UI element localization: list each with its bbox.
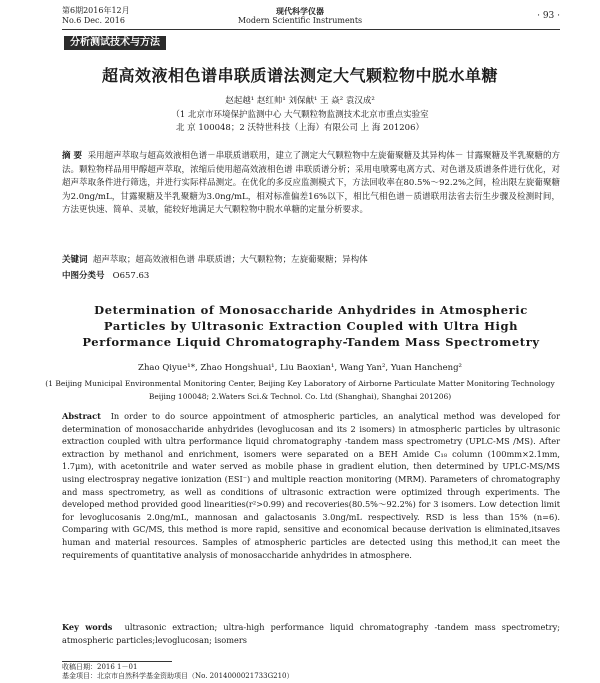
issue-cn: 第6期2016年12月	[62, 6, 130, 15]
affiliation-en-line2: Beijing 100048; 2.Waters Sci.& Technol. Co. Ltd (Shanghai), Shanghai 201206)	[148, 392, 452, 401]
section-label: 分析测试技术与方法	[64, 36, 166, 50]
abstract-en-text: In order to do source appointment of atmospheric particles, an analytical method was developed for determination of monosaccharide anhydrides (levoglucosan and its 2 isomers) in atmospheric particles by ultrasonic extraction coupled with ultra performance liquid chromatography -tandem mass spectrometry (UPLC-MS /MS). After extraction by methanol and enrichment, isomers were separated on a BEH Amide C₁₈ column (100mm×2.1mm, 1.7μm), with acetonitrile and water served as mobile phase in gradient elution, then determined by UPLC-MS/MS using electrospray negative ionization (ESI⁻) and multiple reaction monitoring (MRM). Parameters of chromatography and mass spectrometry, as well as conditions of ultrasonic extraction were optimized through experiments. The developed method provided good linearities(r²>0.99) and recoveries(80.5%～92.2%) for 3 isomers. Low detection limit for levoglucosanis 2.0ng/mL, mannosan and galactosanis 3.0ng/mL respectively. RSD is less than 15% (n=6). Comparing with GC/MS, this method is more rapid, sensitive and economical because derivation is eliminated,itsaves human and material resources. Samples of atmospheric particles are detected using this method,it can meet the requirements of quantitative analysis of monosaccharide anhydrides in atmosphere.	[62, 411, 560, 560]
keywords-cn	[62, 254, 560, 268]
abstract-cn-label: 摘 要	[62, 151, 83, 161]
affiliation-cn-line2: 北 京 100048；2 沃特世科技（上海）有限公司 上 海 201206）	[175, 123, 425, 133]
authors-en: Zhao Qiyue¹*, Zhao Hongshuai¹, Liu Baoxian¹, Wang Yan², Yuan Hancheng²	[138, 363, 462, 373]
abstract-en-label: Abstract	[62, 411, 101, 421]
affiliation-cn-line1: （1 北京市环境保护监测中心 大气颗粒物监测技术北京市重点实验室	[171, 110, 429, 120]
issue-en: No.6 Dec. 2016	[62, 16, 125, 25]
clc-cn-text: O657.63	[112, 271, 150, 281]
footnote-rule	[62, 661, 172, 662]
affiliation-en-line1: (1 Beijing Municipal Environmental Monitoring Center, Beijing Key Laboratory of Airborne Particulate Matter Monitoring Technology	[45, 379, 555, 388]
keywords-cn-label: 关键词	[62, 255, 88, 265]
abstract-cn	[62, 150, 560, 218]
clc-cn-label: 中图分类号	[62, 271, 105, 281]
keywords-en-text: ultrasonic extraction; ultra-high performance liquid chromatography -tandem mass spectrometry; atmospheric particles;levoglucosan; isomers	[62, 622, 560, 645]
page-number: · 93 ·	[537, 11, 560, 21]
footnote-fund: 基金项目：北京市自然科学基金资助项目（No. 2014000021733G210）	[62, 672, 294, 680]
abstract-en	[62, 410, 560, 561]
journal-name-en: Modern Scientific Instruments	[237, 16, 363, 25]
abstract-cn-text: 采用超声萃取与超高效液相色谱－串联质谱联用，建立了测定大气颗粒物中左旋葡聚糖及其异构体－ 甘露聚糖及半乳聚糖的方法。颗粒物样品用甲醇超声萃取，浓缩后使用超高效液相色谱 串联质谱分析；采用电喷雾电离方式、对色谱及质谱条件进行优化，对超声萃取条件进行筛选，并进行实际样品测定。在优化的多反应监测模式下，方法回收率在80.5%～92.2%之间，检出限左旋葡聚糖为2.0ng/mL，甘露聚糖及半乳聚糖为3.0ng/mL，相对标准偏差16%以下，相比气相色谱－质谱联用法省去衍生步骤及检测时间，方法更快速、简单、灵敏，能较好地满足大气颗粒物中脱水单糖的定量分析要求。	[62, 151, 561, 215]
keywords-en	[62, 621, 560, 646]
keywords-en-label: Key words	[62, 622, 113, 632]
keywords-cn-text: 超声萃取；超高效液相色谱 串联质谱；大气颗粒物；左旋葡聚糖；异构体	[92, 255, 368, 265]
paper-title-cn: 超高效液相色谱串联质谱法测定大气颗粒物中脱水单糖	[101, 66, 498, 85]
clc-cn	[62, 270, 560, 284]
footnote-received: 收稿日期：2016 1－01	[62, 663, 138, 671]
authors-cn: 赵起越¹ 赵红帅¹ 刘保献¹ 王 焱² 袁汉成²	[225, 96, 375, 106]
journal-name-cn: 现代科学仪器	[276, 6, 324, 16]
header-rule	[62, 29, 560, 30]
paper-title-en: Determination of Monosaccharide Anhydrides in Atmospheric Particles by Ultrasonic Extraction Coupled with Ultra High Performance Liquid Chromatography-Tandem Mass Spectrometry	[82, 303, 540, 349]
